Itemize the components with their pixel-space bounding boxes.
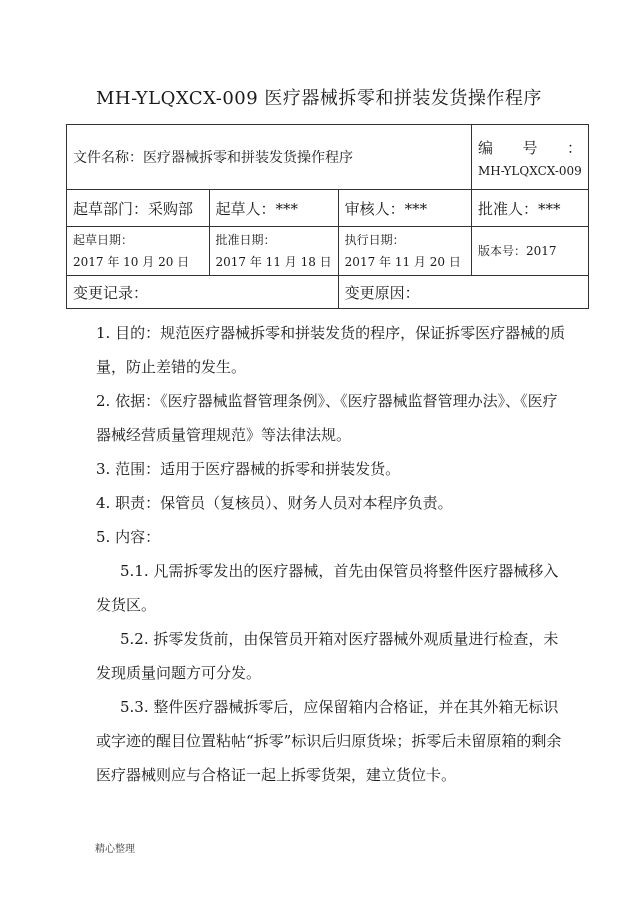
section-5-2: 5.2. 拆零发货前，由保管员开箱对医疗器械外观质量进行检查，未发现质量问题方可分发。: [96, 630, 559, 682]
draft-date-value: 2017 年 10 月 20 日: [73, 255, 190, 269]
serial-label-char-2: 号: [522, 138, 538, 157]
document-title: MH-YLQXCX-009 医疗器械拆零和拼装发货操作程序: [96, 88, 542, 109]
approver: 批准人：***: [472, 190, 589, 227]
draft-date-cell: [67, 227, 210, 276]
drafter: 起草人：***: [209, 190, 338, 227]
exec-date-value: 2017 年 11 月 20 日: [344, 255, 461, 269]
section-basis: 2. 依据：《医疗器械监督管理条例》、《医疗器械监督管理办法》、《医疗器械经营质量管理规范》等法律法规。: [96, 392, 558, 444]
section-purpose: 1. 目的：规范医疗器械拆零和拼装发货的程序，保证拆零医疗器械的质量，防止差错的发生。: [96, 324, 566, 376]
version-number: 版本号：2017: [472, 227, 589, 276]
approve-date-label: 批准日期：: [215, 233, 276, 247]
exec-date-label: 执行日期：: [344, 233, 405, 247]
file-name-label: 文件名称：: [73, 150, 143, 166]
file-name-value: 医疗器械拆零和拼装发货操作程序: [143, 150, 353, 166]
draft-date-label: 起草日期：: [73, 233, 134, 247]
serial-number-value: MH-YLQXCX-009: [478, 163, 582, 178]
section-5-1: 5.1. 凡需拆零发出的医疗器械，首先由保管员将整件医疗器械移入发货区。: [96, 562, 559, 614]
section-5-3: 5.3. 整件医疗器械拆零后，应保留箱内合格证，并在其外箱无标识或字迹的醒目位置粘帖“拆零”标识后归原货垛；拆零后未留原箱的剩余医疗器械则应与合格证一起上拆零货架，建立货位卡。: [96, 698, 562, 784]
reviewer: 审核人：***: [338, 190, 471, 227]
serial-label-char-1: 编: [478, 138, 494, 157]
page-footer: 精心整理: [95, 844, 135, 855]
change-record: 变更记录：: [67, 276, 339, 309]
approve-date-value: 2017 年 11 月 18 日: [215, 255, 332, 269]
serial-number-cell: [472, 125, 589, 190]
change-reason: 变更原因：: [338, 276, 588, 309]
draft-department: 起草部门：采购部: [67, 190, 210, 227]
exec-date-cell: [338, 227, 471, 276]
section-scope: 3. 范围：适用于医疗器械的拆零和拼装发货。: [96, 460, 401, 478]
section-responsibility: 4. 职责：保管员（复核员）、财务人员对本程序负责。: [96, 494, 453, 512]
approve-date-cell: [209, 227, 338, 276]
serial-label-colon: ：: [566, 138, 582, 157]
section-content-heading: 5. 内容：: [96, 528, 161, 546]
document-body: [96, 316, 566, 792]
document-info-table: [66, 124, 589, 309]
file-name-cell: [67, 125, 472, 190]
